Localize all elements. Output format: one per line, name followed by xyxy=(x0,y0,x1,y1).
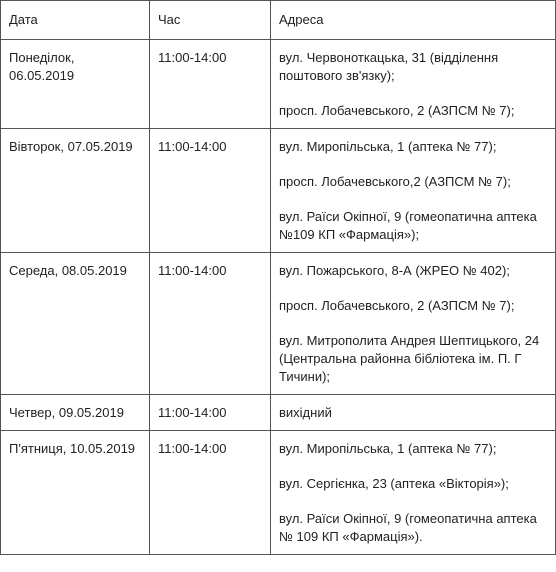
address-item: вул. Миропільська, 1 (аптека № 77); xyxy=(279,441,497,456)
address-item: вул. Миропільська, 1 (аптека № 77); xyxy=(279,139,497,154)
address-item: вул. Митрополита Андрея Шептицького, 24 (Центральна районна бібліотека ім. П. Г Тичини); xyxy=(279,333,540,384)
time-cell: 11:00-14:00 xyxy=(150,253,271,395)
table-row xyxy=(1,40,556,129)
table-row xyxy=(1,253,556,395)
address-item: вул. Сергієнка, 23 (аптека «Вікторія»); xyxy=(279,476,509,491)
time-cell: 11:00-14:00 xyxy=(150,40,271,129)
date-cell: Понеділок, 06.05.2019 xyxy=(1,40,150,129)
address-item: вул. Раїси Окіпної, 9 (гомеопатична аптека №109 КП «Фармація»); xyxy=(279,209,537,242)
time-cell: 11:00-14:00 xyxy=(150,129,271,253)
date-cell: Вівторок, 07.05.2019 xyxy=(1,129,150,253)
column-header-date: Дата xyxy=(1,1,150,40)
time-cell: 11:00-14:00 xyxy=(150,431,271,555)
address-cell xyxy=(271,129,556,253)
address-item: вихідний xyxy=(279,405,332,420)
table-body xyxy=(1,40,556,555)
address-item: просп. Лобачевського, 2 (АЗПСМ № 7); xyxy=(279,298,515,313)
date-cell: Четвер, 09.05.2019 xyxy=(1,395,150,431)
address-cell xyxy=(271,431,556,555)
address-item: вул. Пожарського, 8-А (ЖРЕО № 402); xyxy=(279,263,510,278)
date-cell: П'ятниця, 10.05.2019 xyxy=(1,431,150,555)
address-item: просп. Лобачевського,2 (АЗПСМ № 7); xyxy=(279,174,511,189)
table-row xyxy=(1,431,556,555)
address-item: просп. Лобачевського, 2 (АЗПСМ № 7); xyxy=(279,103,515,118)
table-header xyxy=(1,1,556,40)
address-item: вул. Червоноткацька, 31 (відділення поштового зв'язку); xyxy=(279,50,499,83)
address-cell xyxy=(271,40,556,129)
column-header-time: Час xyxy=(150,1,271,40)
date-cell: Середа, 08.05.2019 xyxy=(1,253,150,395)
table-row xyxy=(1,395,556,431)
header-row xyxy=(1,1,556,40)
table-row xyxy=(1,129,556,253)
address-cell xyxy=(271,253,556,395)
column-header-address: Адреса xyxy=(271,1,556,40)
address-cell xyxy=(271,395,556,431)
address-item: вул. Раїси Окіпної, 9 (гомеопатична аптека № 109 КП «Фармація»). xyxy=(279,511,537,544)
time-cell: 11:00-14:00 xyxy=(150,395,271,431)
